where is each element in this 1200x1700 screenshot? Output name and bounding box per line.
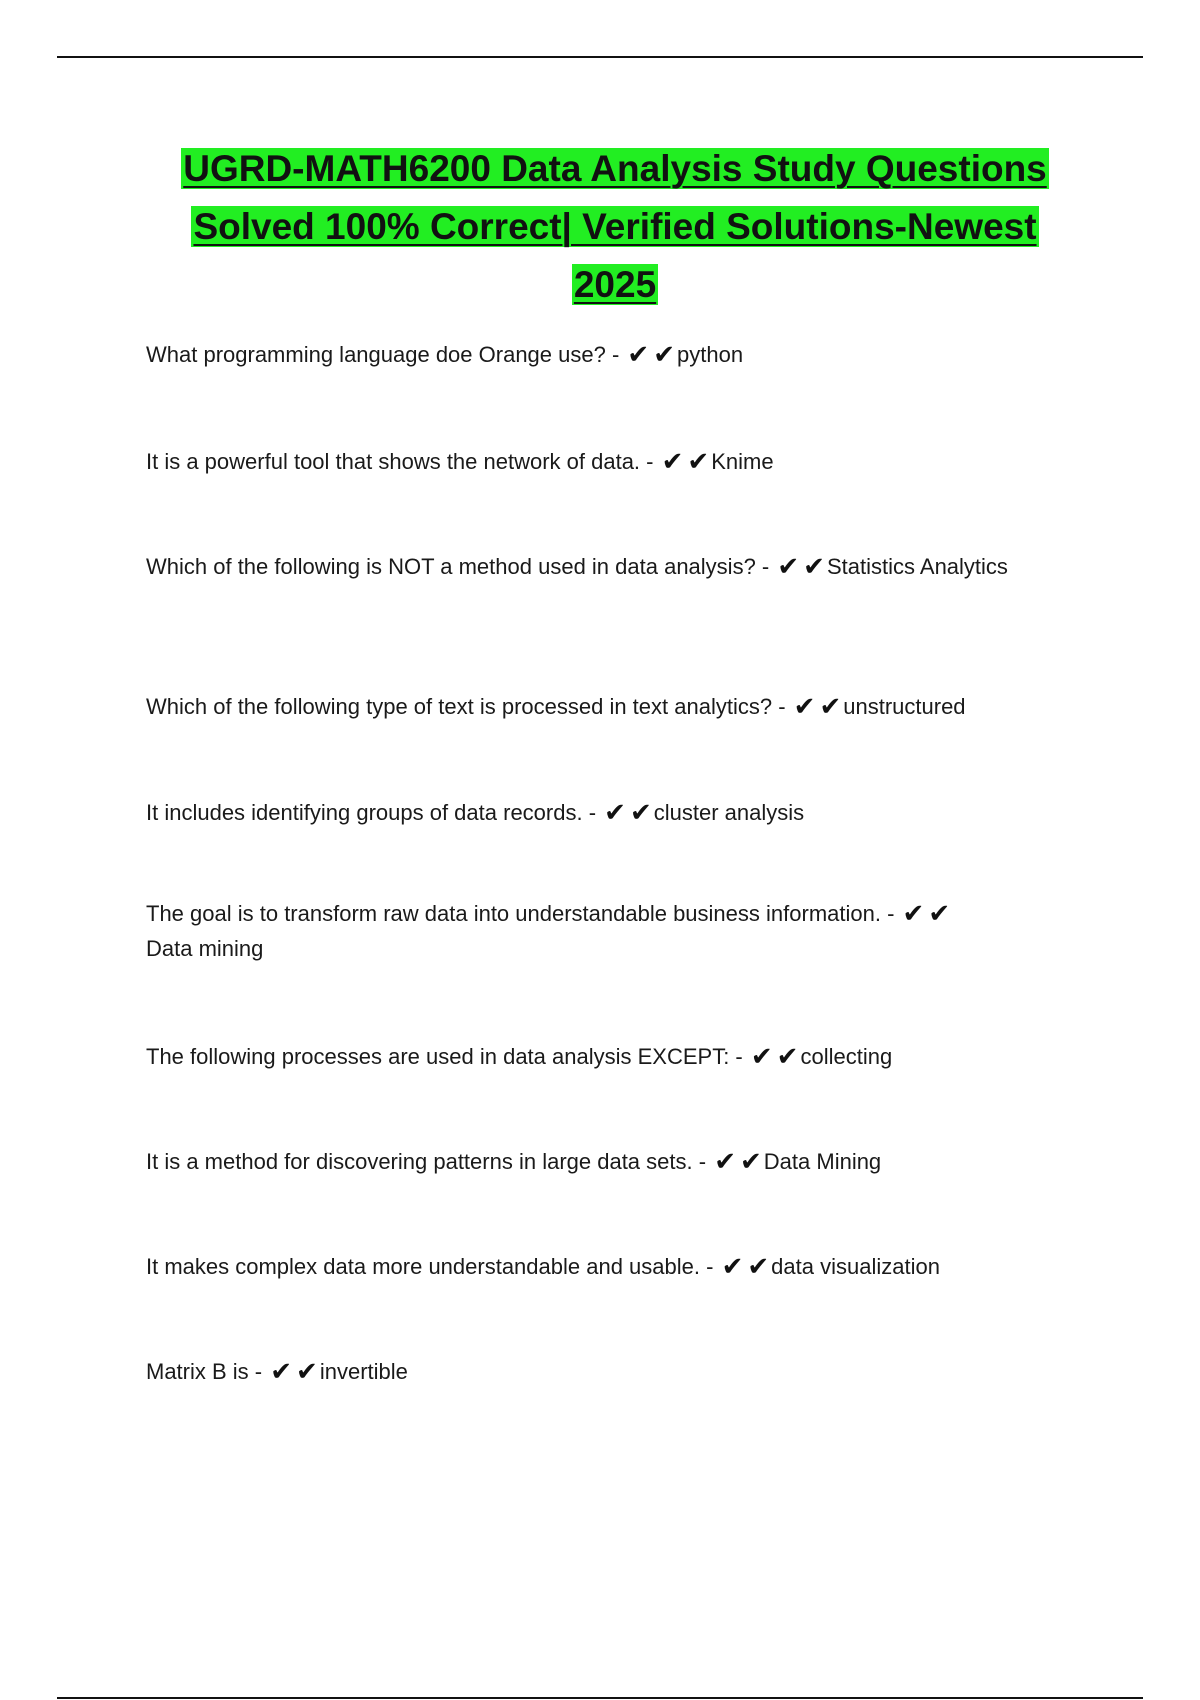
check-icon: ✔	[747, 1252, 770, 1282]
qa-item: It is a method for discovering patterns in large data sets. - ✔ ✔Data Mining	[146, 1147, 882, 1177]
question-text: What programming language doe Orange use?	[146, 342, 606, 367]
question-text: It makes complex data more understandable and usable.	[146, 1254, 700, 1279]
answer-text: collecting	[800, 1044, 893, 1069]
question-text: It includes identifying groups of data records.	[146, 800, 583, 825]
answer-text: data visualization	[771, 1254, 940, 1279]
answer-text: cluster analysis	[653, 800, 805, 825]
qa-item: The goal is to transform raw data into understandable business information. - ✔ ✔Data mining	[146, 899, 951, 961]
check-icon: ✔	[653, 340, 675, 370]
answer-text: Data Mining	[763, 1149, 882, 1174]
check-icon: ✔	[296, 1357, 318, 1387]
title-line-3: 2025	[573, 264, 657, 305]
answer-text: python	[677, 342, 744, 367]
qa-item: What programming language doe Orange use? - ✔ ✔python	[146, 340, 744, 370]
answer-text: Data mining	[146, 936, 264, 961]
question-text: Which of the following is NOT a method used in data analysis?	[146, 554, 756, 579]
check-icon: ✔	[777, 552, 800, 582]
check-icon: ✔	[739, 1147, 762, 1177]
qa-item: It includes identifying groups of data records. - ✔ ✔cluster analysis	[146, 798, 805, 828]
qa-item: It is a powerful tool that shows the network of data. - ✔ ✔Knime	[146, 447, 774, 477]
check-icon: ✔	[776, 1042, 799, 1072]
check-icon: ✔	[902, 899, 925, 929]
check-icon: ✔	[750, 1042, 773, 1072]
qa-item: Which of the following is NOT a method used in data analysis? - ✔ ✔Statistics Analytics	[146, 552, 1008, 582]
title-line-2: Solved 100% Correct| Verified Solutions-Newest	[193, 206, 1037, 247]
check-icon: ✔	[793, 692, 816, 722]
document-title	[120, 140, 1110, 314]
title-line-1: UGRD-MATH6200 Data Analysis Study Questions	[183, 148, 1047, 189]
question-text: Matrix B is	[146, 1359, 249, 1384]
answer-text: Statistics Analytics	[826, 554, 1008, 579]
check-icon: ✔	[627, 340, 650, 370]
qa-item: The following processes are used in data analysis EXCEPT: - ✔ ✔collecting	[146, 1042, 893, 1072]
question-text: The goal is to transform raw data into understandable business information.	[146, 901, 881, 926]
question-text: It is a powerful tool that shows the network of data.	[146, 449, 641, 474]
footer-rule	[57, 1697, 1143, 1699]
question-text: The following processes are used in data analysis EXCEPT:	[146, 1044, 730, 1069]
answer-text: Knime	[711, 449, 774, 474]
question-text: It is a method for discovering patterns in large data sets.	[146, 1149, 693, 1174]
check-icon: ✔	[270, 1357, 293, 1387]
header-rule	[57, 56, 1143, 58]
check-icon: ✔	[819, 692, 842, 722]
check-icon: ✔	[714, 1147, 736, 1177]
check-icon: ✔	[604, 798, 626, 828]
qa-item: It makes complex data more understandable and usable. - ✔ ✔data visualization	[146, 1252, 940, 1282]
check-icon: ✔	[687, 447, 710, 477]
check-icon: ✔	[721, 1252, 744, 1282]
qa-item: Matrix B is - ✔ ✔invertible	[146, 1357, 408, 1387]
question-text: Which of the following type of text is processed in text analytics?	[146, 694, 773, 719]
qa-item: Which of the following type of text is processed in text analytics? - ✔ ✔unstructured	[146, 692, 966, 722]
answer-text: unstructured	[843, 694, 966, 719]
check-icon: ✔	[928, 899, 951, 929]
check-icon: ✔	[803, 552, 825, 582]
check-icon: ✔	[629, 798, 652, 828]
check-icon: ✔	[661, 447, 684, 477]
answer-text: invertible	[319, 1359, 408, 1384]
